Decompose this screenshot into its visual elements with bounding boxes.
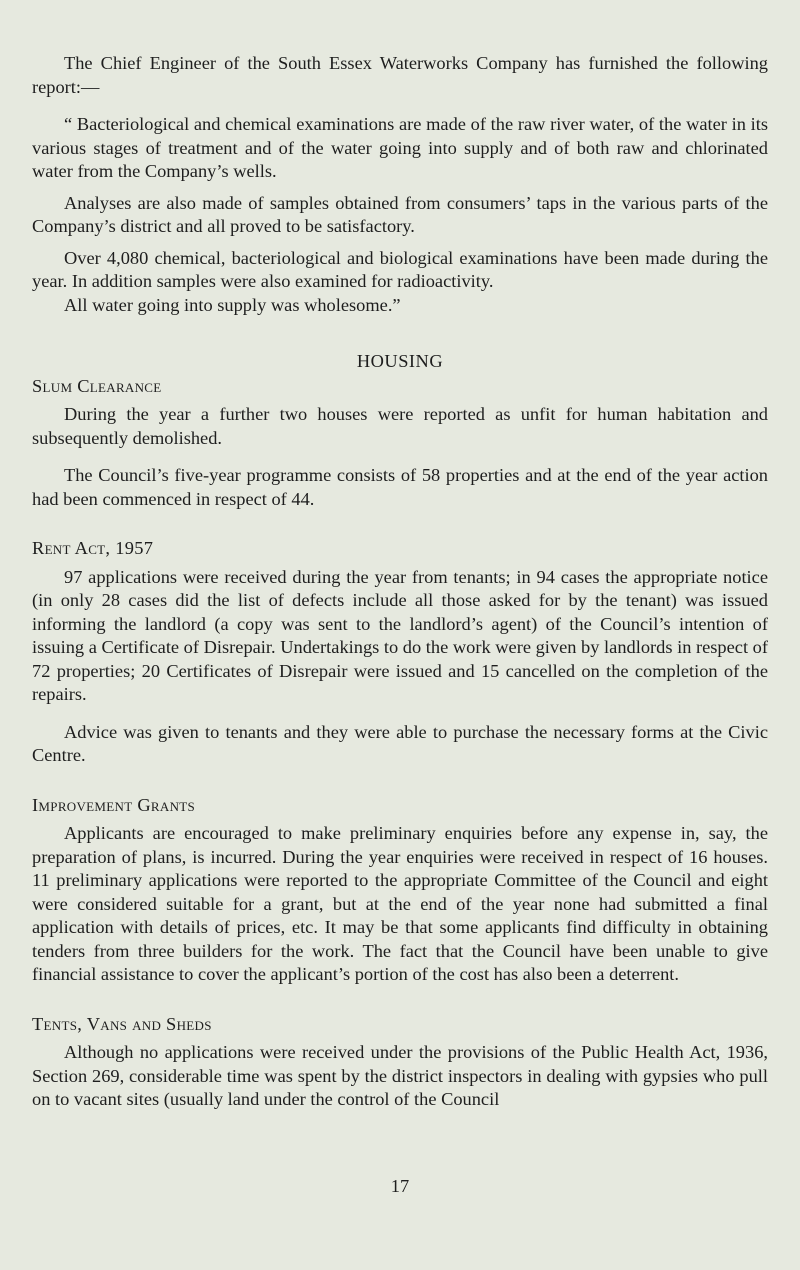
improvement-grants-paragraph-1: Applicants are encouraged to make preliminary enquiries before any expense in, say, the preparation of plans, is incurred. During the year enquiries were received in respect of 16 houses. 11 preliminary applications were reported to the appropriate Committee of the Council and eight were considered suitable for a grant, but at the end of the year none had submitted a final application with details of prices, etc. It may be that some applicants find difficulty in obtaining tenders from three builders for the work. The fact that the Council have been unable to give financial assistance to cover the applicant’s portion of the cost has also been a deterrent. [32, 823, 768, 984]
rent-act-paragraph-1: 97 applications were received during the year from tenants; in 94 cases the appropriate notice (in only 28 cases did the list of defects include all those asked for by the tenant) was issued informing the landlord (a copy was sent to the landlord’s agent) of the Council’s intention of issuing a Certificate of Disrepair. Undertakings to do the work were given by landlords in respect of 72 properties; 20 Certificates of Disrepair were issued and 15 cancelled on the completion of the repairs. [32, 566, 768, 704]
report-paragraph-1: “ Bacteriological and chemical examinations are made of the raw river water, of the water in its various stages of treatment and of the water going into supply and of both raw and chlorinated water from the Company’s wells. [32, 114, 768, 181]
slum-clearance-paragraph-1: During the year a further two houses were reported as unfit for human habitation and subsequently demolished. [32, 404, 768, 448]
report-paragraph-4: All water going into supply was wholesome.” [64, 294, 401, 315]
slum-clearance-paragraph-2: The Council’s five-year programme consists of 58 properties and at the end of the year action had been commenced in respect of 44. [32, 465, 768, 509]
page-number: 17 [390, 1176, 410, 1196]
tents-vans-sheds-paragraph-1: Although no applications were received under the provisions of the Public Health Act, 1936, Section 269, considerable time was spent by the district inspectors in dealing with gypsies who pull on to vacant sites (usually land under the control of the Council [32, 1042, 768, 1109]
rent-act-heading: Rent Act, 1957 [32, 538, 154, 558]
housing-heading: HOUSING [356, 351, 444, 371]
intro-paragraph: The Chief Engineer of the South Essex Waterworks Company has furnished the following report:— [32, 53, 768, 97]
report-paragraph-2: Analyses are also made of samples obtained from consumers’ taps in the various parts of the Company’s district and all proved to be satisfactory. [32, 192, 768, 236]
document-page [32, 52, 768, 1112]
report-paragraph-3: Over 4,080 chemical, bacteriological and biological examinations have been made during the year. In addition samples were also examined for radioactivity. [32, 247, 768, 291]
tents-vans-sheds-heading: Tents, Vans and Sheds [32, 1013, 212, 1034]
rent-act-paragraph-2: Advice was given to tenants and they were able to purchase the necessary forms at the Civic Centre. [32, 721, 768, 765]
slum-clearance-heading: Slum Clearance [32, 375, 162, 396]
improvement-grants-heading: Improvement Grants [32, 794, 196, 815]
